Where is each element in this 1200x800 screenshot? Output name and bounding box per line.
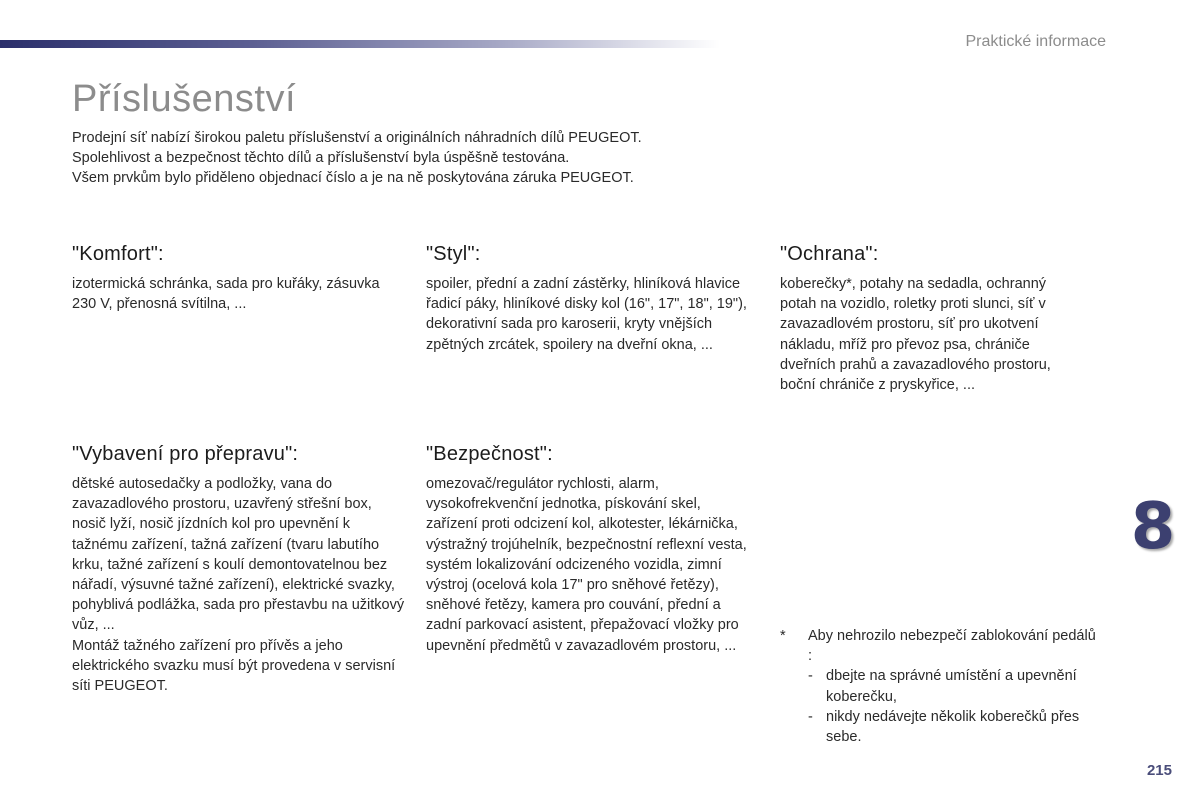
footnote-item: [808, 707, 1100, 747]
block-note: Montáž tažného zařízení pro přívěs a jeho elektrického svazku musí být provedena v servisní síti PEUGEOT.: [72, 637, 396, 695]
block-heading: "Styl":: [426, 243, 481, 265]
block-heading: "Ochrana":: [780, 243, 879, 265]
block-text: spoiler, přední a zadní zástěrky, hliníková hlavice řadicí páky, hliníkové disky kol (16", 17", 18", 19"), dekorativní sada pro karoserii, kryty vnějších zpětných zrcátek, spoilery na dveřní okna, ...: [426, 276, 747, 353]
footnote: [780, 626, 1100, 747]
intro-text: [72, 128, 792, 188]
block-heading: "Bezpečnost":: [426, 443, 553, 465]
page-number: 215: [1146, 762, 1172, 779]
footnote-main: [780, 626, 1100, 666]
header-gradient-bar: [0, 40, 720, 48]
footnote-dash: -: [808, 668, 813, 685]
block-text: omezovač/regulátor rychlosti, alarm, vysokofrekvenční jednotka, pískování skel, zařízení proti odcizení kol, alkotester, lékárnička, výstražný trojúhelník, bezpečnostní reflexní vesta, systém lokalizování odcizeného vozidla, zimní výstroj (ocelová kola 17" pro sněhové řetězy), sněhové řetězy, kamera pro couvání, přední a zadní parkovací asistent, přepažovací vložky pro upevnění předmětů v zavazadlovém prostoru, ...: [426, 476, 747, 654]
block-heading: "Vybavení pro přepravu":: [72, 443, 299, 465]
accessory-block-bezpecnost: [426, 443, 756, 656]
intro-line: Prodejní síť nabízí širokou paletu příslušenství a originálních náhradních dílů PEUGEOT.: [72, 130, 642, 146]
footnote-marker: *: [780, 628, 786, 644]
footnote-item: [808, 666, 1100, 706]
block-heading: "Komfort":: [72, 243, 164, 265]
accessory-block-komfort: [72, 243, 407, 314]
section-title: Praktické informace: [965, 33, 1106, 50]
footnote-text: Aby nehrozilo nebezpečí zablokování pedálů :: [808, 628, 1096, 665]
block-text: koberečky*, potahy na sedadla, ochranný potah na vozidlo, roletky proti slunci, síť v zavazadlovém prostoru, síť pro ukotvení nákladu, mříž pro převoz psa, chrániče dveřních prahů a zavazadlového prostoru, boční chrániče z pryskyřice, ...: [780, 276, 1051, 394]
intro-line: Všem prvkům bylo přiděleno objednací číslo a je na ně poskytována záruka PEUGEOT.: [72, 170, 634, 186]
intro-line: Spolehlivost a bezpečnost těchto dílů a příslušenství byla úspěšně testována.: [72, 150, 570, 166]
accessory-block-styl: [426, 243, 756, 355]
footnote-item-text: nikdy nedávejte několik koberečků přes sebe.: [826, 708, 1080, 746]
block-text: dětské autosedačky a podložky, vana do zavazadlového prostoru, uzavřený střešní box, nosič lyží, nosič jízdních kol pro upevnění k tažnému zařízení, tažná zařízení (tvaru labutího krku, tažné zařízení s koulí demontovatelnou bez nářadí, výsuvné tažné zařízení), elektrické svazky, pohyblivá podlážka, sada pro přestavbu na užitkový vůz, ...: [72, 476, 405, 634]
footnote-item-text: dbejte na správné umístění a upevnění koberečku,: [826, 668, 1077, 705]
page-title: Příslušenství: [72, 78, 297, 120]
accessory-block-ochrana: [780, 243, 1080, 395]
chapter-number: 8: [1130, 490, 1176, 564]
footnote-dash: -: [808, 708, 813, 725]
footnote-list: [780, 666, 1100, 747]
block-text: izotermická schránka, sada pro kuřáky, zásuvka 230 V, přenosná svítilna, ...: [72, 276, 380, 313]
accessory-block-preprava: [72, 443, 407, 696]
